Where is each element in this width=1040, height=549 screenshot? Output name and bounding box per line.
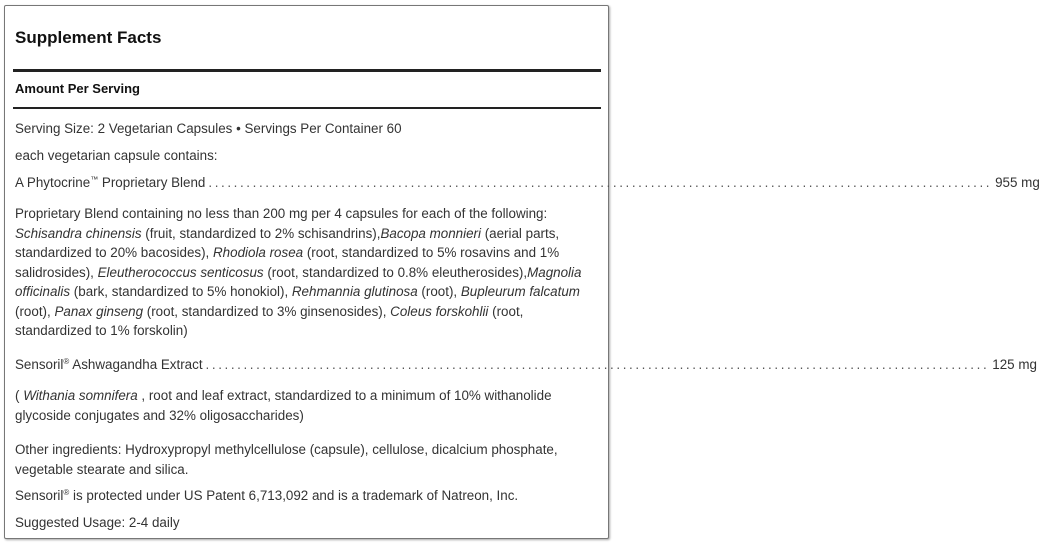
dot-leader: ............................................................................................................................ bbox=[205, 357, 990, 372]
serving-size-line: Serving Size: 2 Vegetarian Capsules • Servings Per Container 60 bbox=[15, 121, 402, 136]
blend-description: Proprietary Blend containing no less than 200 mg per 4 capsules for each of the following: Schisandra chinensis (fruit, standardized to 2% schisandrins),Bacopa monnieri (aerial parts, standardized to 20% bacosides), Rhodiola rosea (root, standardized to 5% rosavins and 1% salidrosides), Eleutherococcus senticosus (root, standardized to 0.8% eleutherosides),Magnolia officinalis (bark, standardized to 5% honokiol), Rehmannia glutinosa (root), Bupleurum falcatum (root), Panax ginseng (root, standardized to 3% ginsenosides), Coleus forskohlii (root, standardized to 1% forskolin) bbox=[15, 206, 582, 338]
other-ingredients: Other ingredients: Hydroxypropyl methylcellulose (capsule), cellulose, dicalcium phosphate, vegetable stearate and silica. bbox=[15, 442, 558, 477]
capsule-contains-line: each vegetarian capsule contains: bbox=[15, 148, 218, 163]
ingredient-label: A Phytocrine™ Proprietary Blend bbox=[15, 175, 206, 190]
registered-mark: ® bbox=[63, 488, 70, 497]
ingredient-row-phytocrine bbox=[15, 173, 1040, 193]
ashwagandha-description: ( Withania somnifera , root and leaf extract, standardized to a minimum of 10% withanolide glycoside conjugates and 32% oligosaccharides) bbox=[15, 388, 552, 423]
supplement-facts-panel bbox=[4, 5, 1040, 539]
suggested-usage: Suggested Usage: 2-4 daily bbox=[15, 515, 180, 530]
ingredient-amount: 955 mg bbox=[995, 175, 1040, 190]
patent-notice: Sensoril® is protected under US Patent 6,713,092 and is a trademark of Natreon, Inc. bbox=[15, 488, 519, 503]
ingredient-amount: 125 mg bbox=[992, 357, 1037, 372]
trademark-mark: ™ bbox=[90, 175, 99, 184]
panel-title: Supplement Facts bbox=[15, 28, 162, 47]
dot-leader: ............................................................................................................................ bbox=[208, 175, 993, 190]
header-divider bbox=[13, 107, 601, 109]
registered-mark: ® bbox=[63, 357, 70, 366]
ingredient-label: Sensoril® Ashwagandha Extract bbox=[15, 357, 203, 372]
ingredient-row-sensoril bbox=[15, 355, 1037, 375]
title-divider bbox=[13, 69, 601, 72]
amount-per-serving-header: Amount Per Serving bbox=[15, 81, 140, 96]
